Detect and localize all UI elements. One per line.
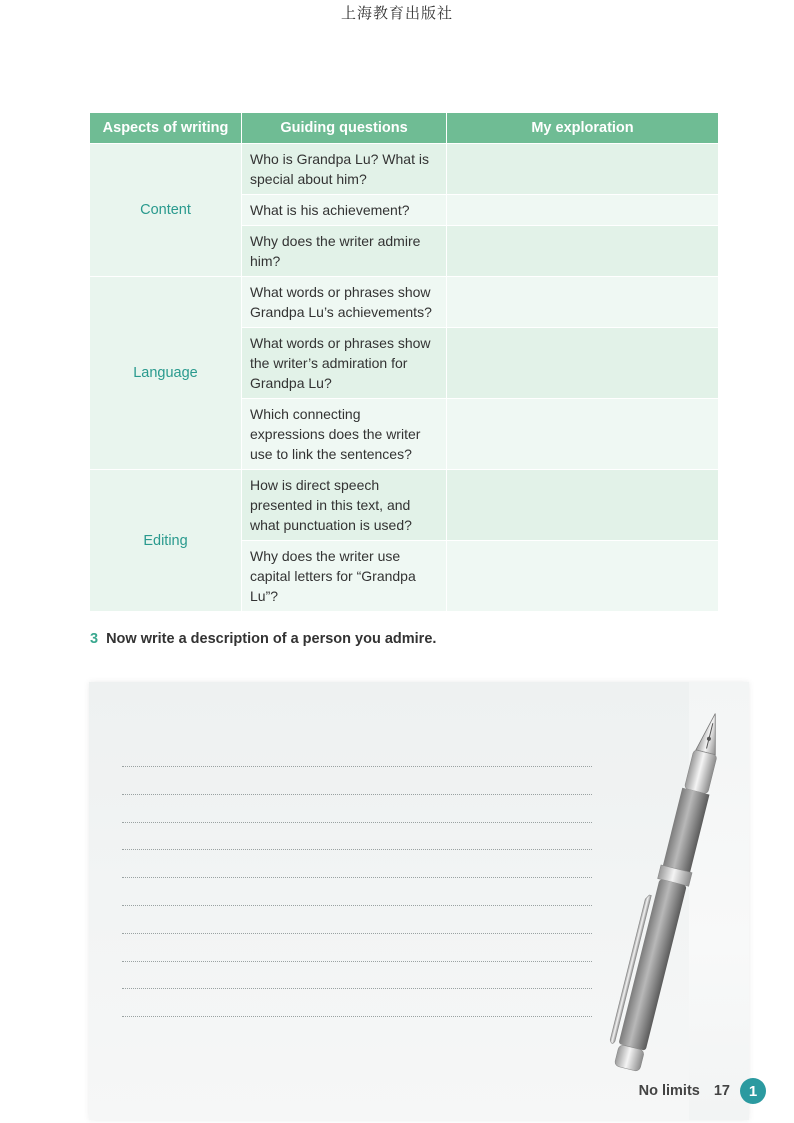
task-instruction [90, 631, 436, 647]
question-cell: What words or phrases show the writer’s admiration for Grandpa Lu? [242, 328, 446, 398]
exploration-cell[interactable] [447, 226, 718, 276]
writing-line[interactable] [122, 794, 592, 822]
question-cell: What words or phrases show Grandpa Lu’s achievements? [242, 277, 446, 327]
writing-aspects-table [90, 113, 718, 611]
question-cell: How is direct speech presented in this text, and what punctuation is used? [242, 470, 446, 540]
writing-line[interactable] [122, 1016, 592, 1044]
writing-line[interactable] [122, 877, 592, 905]
header-my-exploration: My exploration [447, 113, 718, 143]
header-aspects: Aspects of writing [90, 113, 241, 143]
aspect-editing: Editing [90, 470, 241, 611]
exploration-cell[interactable] [447, 328, 718, 398]
exploration-cell[interactable] [447, 144, 718, 194]
exploration-cell[interactable] [447, 541, 718, 611]
writing-line[interactable] [122, 961, 592, 989]
writing-area[interactable] [122, 766, 592, 1044]
unit-title: No limits [638, 1083, 700, 1099]
publisher-header: 上海教育出版社 [340, 4, 453, 22]
aspect-language: Language [90, 277, 241, 469]
question-cell: Why does the writer admire him? [242, 226, 446, 276]
aspect-content: Content [90, 144, 241, 276]
question-cell: What is his achievement? [242, 195, 446, 225]
fountain-pen-icon [600, 700, 740, 1095]
writing-line[interactable] [122, 849, 592, 877]
question-cell: Which connecting expressions does the writer use to link the sentences? [242, 399, 446, 469]
page-number: 17 [713, 1083, 730, 1099]
question-cell: Why does the writer use capital letters for “Grandpa Lu”? [242, 541, 446, 611]
writing-line[interactable] [122, 988, 592, 1016]
question-cell: Who is Grandpa Lu? What is special about him? [242, 144, 446, 194]
unit-badge: 1 [740, 1078, 766, 1104]
exploration-cell[interactable] [447, 470, 718, 540]
exploration-cell[interactable] [447, 277, 718, 327]
page-footer [639, 1078, 766, 1104]
writing-line[interactable] [122, 822, 592, 850]
writing-line[interactable] [122, 905, 592, 933]
header-guiding-questions: Guiding questions [242, 113, 446, 143]
exploration-cell[interactable] [447, 195, 718, 225]
exploration-cell[interactable] [447, 399, 718, 469]
writing-line[interactable] [122, 933, 592, 961]
writing-line[interactable] [122, 766, 592, 794]
task-number: 3 [90, 631, 99, 647]
task-text: Now write a description of a person you admire. [106, 631, 437, 647]
